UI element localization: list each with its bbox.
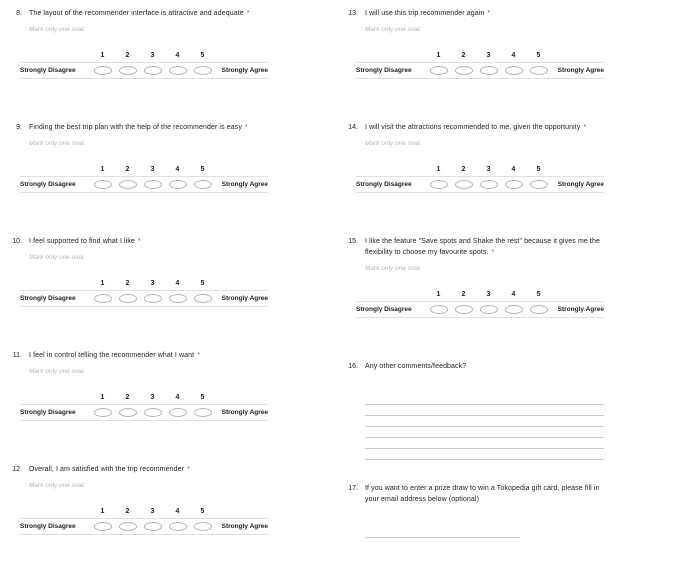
scale-number-4: 4 (175, 393, 180, 401)
scale-number-4: 4 (511, 290, 516, 298)
strongly-agree-label: Strongly Agree (557, 67, 604, 74)
question-number: 12. (12, 466, 22, 473)
scale-number-2: 2 (125, 279, 130, 287)
question-10 (8, 236, 268, 307)
question-text (29, 464, 268, 475)
strongly-disagree-label: Strongly Disagree (20, 67, 76, 74)
likert-scale (356, 162, 604, 193)
scale-number-5: 5 (200, 165, 205, 173)
scale-number-4: 4 (175, 507, 180, 515)
likert-oval-3[interactable] (480, 180, 498, 189)
likert-scale (20, 48, 268, 79)
scale-number-1: 1 (100, 51, 105, 59)
scale-number-3: 3 (486, 51, 491, 59)
likert-oval-1[interactable] (94, 522, 112, 531)
required-asterisk: * (583, 124, 587, 131)
scale-number-5: 5 (536, 290, 541, 298)
mark-one-oval-hint: Mark only one oval. (365, 140, 422, 147)
answer-line[interactable] (365, 416, 604, 427)
mark-one-oval-hint: Mark only one oval. (29, 140, 86, 147)
mark-one-oval-hint: Mark only one oval. (29, 368, 86, 375)
scale-number-4: 4 (175, 51, 180, 59)
likert-oval-3[interactable] (480, 305, 498, 314)
question-16 (344, 361, 604, 460)
question-13 (344, 8, 604, 79)
question-text-span: Overall, I am satisfied with the trip recommender (29, 466, 185, 473)
likert-oval-5[interactable] (194, 180, 212, 189)
required-asterisk: * (491, 249, 495, 256)
question-15 (344, 236, 604, 318)
scale-number-2: 2 (125, 507, 130, 515)
likert-oval-5[interactable] (530, 305, 548, 314)
scale-number-5: 5 (536, 165, 541, 173)
strongly-agree-label: Strongly Agree (221, 67, 268, 74)
likert-oval-2[interactable] (455, 66, 473, 75)
oval-row (356, 301, 604, 318)
likert-scale (20, 504, 268, 535)
question-text (365, 236, 604, 258)
scale-number-3: 3 (150, 279, 155, 287)
likert-scale (356, 287, 604, 318)
question-8 (8, 8, 268, 79)
likert-oval-4[interactable] (169, 66, 187, 75)
scale-number-2: 2 (461, 290, 466, 298)
question-9 (8, 122, 268, 193)
scale-number-5: 5 (200, 393, 205, 401)
scale-numbers-row (20, 276, 268, 290)
scale-numbers-row (356, 287, 604, 301)
scale-number-3: 3 (486, 290, 491, 298)
left-column (8, 8, 268, 564)
question-text (365, 122, 604, 133)
question-number: 8. (16, 10, 22, 17)
oval-row (20, 290, 268, 307)
likert-oval-4[interactable] (505, 180, 523, 189)
mark-one-oval-hint: Mark only one oval. (29, 482, 86, 489)
likert-scale (20, 390, 268, 421)
likert-oval-5[interactable] (194, 522, 212, 531)
question-number: 17. (348, 485, 358, 492)
question-text-span: Finding the best trip plan with the help of the recommender is easy (29, 124, 242, 131)
required-asterisk: * (244, 124, 248, 131)
strongly-disagree-label: Strongly Disagree (20, 181, 76, 188)
scale-number-3: 3 (150, 51, 155, 59)
required-asterisk: * (246, 10, 250, 17)
question-text-span: If you want to enter a prize draw to win a Tokopedia gift card, please fill in your email address below (optional) (365, 485, 600, 503)
mark-one-oval-hint: Mark only one oval. (365, 26, 422, 33)
question-text (29, 8, 268, 19)
oval-row (20, 404, 268, 421)
scale-number-4: 4 (175, 279, 180, 287)
scale-number-4: 4 (175, 165, 180, 173)
scale-number-1: 1 (100, 165, 105, 173)
scale-number-4: 4 (511, 165, 516, 173)
scale-number-3: 3 (486, 165, 491, 173)
scale-number-2: 2 (461, 165, 466, 173)
scale-numbers-row (20, 48, 268, 62)
scale-number-3: 3 (150, 393, 155, 401)
likert-oval-3[interactable] (144, 66, 162, 75)
scale-number-3: 3 (150, 507, 155, 515)
scale-numbers-row (356, 48, 604, 62)
oval-row (20, 62, 268, 79)
question-number: 11. (12, 352, 22, 359)
question-number: 9. (16, 124, 22, 131)
mark-one-oval-hint: Mark only one oval. (29, 254, 86, 261)
right-column (344, 8, 604, 564)
scale-number-4: 4 (511, 51, 516, 59)
scale-number-1: 1 (100, 507, 105, 515)
likert-oval-1[interactable] (430, 180, 448, 189)
question-text-span: I feel supported to find what I like (29, 238, 135, 245)
question-text-span: Any other comments/feedback? (365, 363, 467, 370)
likert-oval-3[interactable] (144, 294, 162, 303)
required-asterisk: * (487, 10, 491, 17)
likert-oval-5[interactable] (194, 66, 212, 75)
scale-number-1: 1 (436, 290, 441, 298)
likert-oval-5[interactable] (194, 294, 212, 303)
likert-scale (20, 276, 268, 307)
scale-number-5: 5 (536, 51, 541, 59)
question-number: 15. (348, 238, 358, 245)
likert-oval-5[interactable] (530, 66, 548, 75)
oval-row (20, 518, 268, 535)
scale-number-1: 1 (100, 393, 105, 401)
oval-row (356, 62, 604, 79)
strongly-disagree-label: Strongly Disagree (20, 523, 76, 530)
question-14 (344, 122, 604, 193)
scale-number-5: 5 (200, 279, 205, 287)
answer-line[interactable] (365, 427, 604, 438)
likert-oval-4[interactable] (169, 522, 187, 531)
required-asterisk: * (197, 352, 201, 359)
scale-number-2: 2 (125, 51, 130, 59)
likert-oval-2[interactable] (455, 180, 473, 189)
oval-row (356, 176, 604, 193)
likert-oval-4[interactable] (169, 408, 187, 417)
scale-numbers-row (20, 162, 268, 176)
likert-scale (356, 48, 604, 79)
strongly-disagree-label: Strongly Disagree (356, 181, 412, 188)
likert-oval-3[interactable] (480, 66, 498, 75)
likert-oval-4[interactable] (169, 180, 187, 189)
likert-oval-3[interactable] (144, 180, 162, 189)
strongly-agree-label: Strongly Agree (221, 181, 268, 188)
likert-oval-5[interactable] (530, 180, 548, 189)
question-text-span: I like the feature "Save spots and Shake the rest" because it gives me the flexibility to choose my favourite spots. (365, 238, 600, 256)
scale-number-2: 2 (125, 165, 130, 173)
required-asterisk: * (137, 238, 141, 245)
strongly-agree-label: Strongly Agree (557, 181, 604, 188)
strongly-agree-label: Strongly Agree (221, 523, 268, 530)
mark-one-oval-hint: Mark only one oval. (29, 26, 86, 33)
email-answer-line[interactable] (365, 527, 520, 538)
strongly-agree-label: Strongly Agree (557, 306, 604, 313)
likert-oval-2[interactable] (119, 408, 137, 417)
answer-line[interactable] (365, 438, 604, 449)
question-17 (344, 483, 604, 538)
question-12 (8, 464, 268, 535)
scale-number-5: 5 (200, 51, 205, 59)
answer-lines (365, 394, 604, 460)
likert-oval-1[interactable] (94, 66, 112, 75)
scale-number-2: 2 (125, 393, 130, 401)
strongly-disagree-label: Strongly Disagree (20, 409, 76, 416)
likert-oval-1[interactable] (94, 180, 112, 189)
answer-line[interactable] (365, 449, 604, 460)
mark-one-oval-hint: Mark only one oval. (365, 265, 422, 272)
answer-line[interactable] (365, 405, 604, 416)
scale-number-5: 5 (200, 507, 205, 515)
likert-oval-4[interactable] (169, 294, 187, 303)
question-text (29, 236, 268, 247)
strongly-agree-label: Strongly Agree (221, 409, 268, 416)
likert-oval-1[interactable] (94, 294, 112, 303)
likert-oval-2[interactable] (119, 180, 137, 189)
required-asterisk: * (187, 466, 190, 473)
likert-oval-1[interactable] (430, 305, 448, 314)
strongly-disagree-label: Strongly Disagree (20, 295, 76, 302)
question-text (365, 483, 604, 505)
scale-number-1: 1 (100, 279, 105, 287)
likert-oval-2[interactable] (119, 66, 137, 75)
scale-number-1: 1 (436, 51, 441, 59)
likert-oval-4[interactable] (505, 66, 523, 75)
question-text-span: I feel in control telling the recommender what I want (29, 352, 195, 359)
likert-oval-4[interactable] (505, 305, 523, 314)
question-text-span: I will use this trip recommender again (365, 10, 485, 17)
likert-oval-2[interactable] (119, 522, 137, 531)
answer-line[interactable] (365, 394, 604, 405)
question-number: 10. (12, 238, 22, 245)
scale-numbers-row (20, 504, 268, 518)
oval-row (20, 176, 268, 193)
strongly-agree-label: Strongly Agree (221, 295, 268, 302)
likert-oval-2[interactable] (455, 305, 473, 314)
scale-number-3: 3 (150, 165, 155, 173)
likert-oval-3[interactable] (144, 408, 162, 417)
likert-oval-3[interactable] (144, 522, 162, 531)
scale-number-2: 2 (461, 51, 466, 59)
likert-oval-1[interactable] (430, 66, 448, 75)
question-number: 14. (348, 124, 358, 131)
question-text-span: I will visit the attractions recommended to me, given the opportunity (365, 124, 581, 131)
question-number: 16. (348, 363, 358, 370)
question-text (29, 122, 268, 133)
likert-oval-1[interactable] (94, 408, 112, 417)
scale-numbers-row (356, 162, 604, 176)
strongly-disagree-label: Strongly Disagree (356, 67, 412, 74)
question-number: 13. (348, 10, 358, 17)
strongly-disagree-label: Strongly Disagree (356, 306, 412, 313)
likert-oval-2[interactable] (119, 294, 137, 303)
question-text (365, 361, 604, 372)
likert-oval-5[interactable] (194, 408, 212, 417)
scale-number-1: 1 (436, 165, 441, 173)
scale-numbers-row (20, 390, 268, 404)
question-text (365, 8, 604, 19)
question-text (29, 350, 268, 361)
answer-lines (365, 527, 604, 538)
likert-scale (20, 162, 268, 193)
question-11 (8, 350, 268, 421)
question-text-span: The layout of the recommender interface is attractive and adequate (29, 10, 244, 17)
